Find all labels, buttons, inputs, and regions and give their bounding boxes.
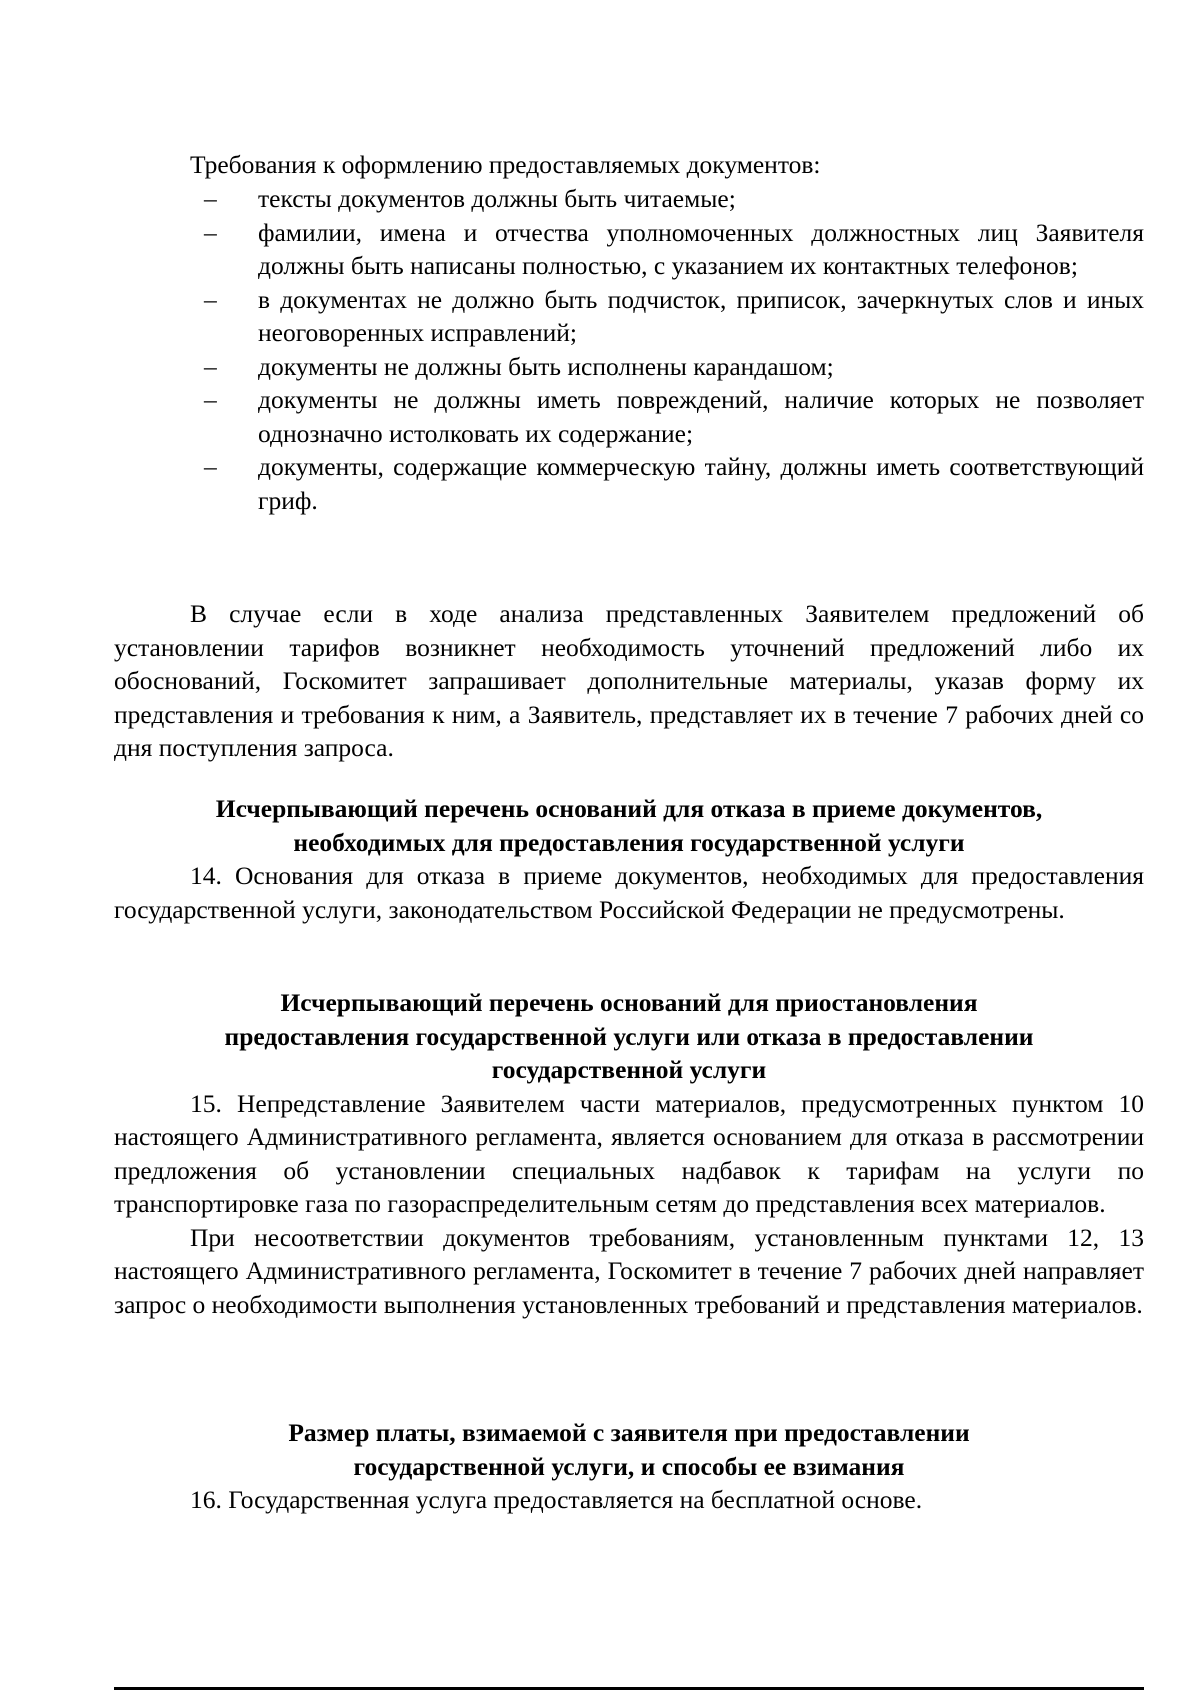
bullet-dash: – (204, 452, 217, 481)
section-suspension-refusal (114, 986, 1144, 1321)
list-item-text: документы, содержащие коммерческую тайну, должны иметь соответствующий гриф. (258, 452, 1144, 515)
bullet-dash: – (204, 351, 217, 381)
bullet-dash: – (204, 385, 217, 414)
heading-line: государственной услуги, и способы ее взимания (353, 1451, 905, 1481)
paragraph-15-continuation: При несоответствии документов требованиям, установленным пунктами 12, 13 настоящего Административного регламента, Госкомитет в течение 7 рабочих дней направляет запрос о необходимости выполнения установленных требований и представления материалов. (114, 1222, 1144, 1319)
requirements-list (114, 182, 1144, 517)
list-item (114, 283, 1144, 350)
paragraph-14: 14. Основания для отказа в приеме документов, необходимых для предоставления государственной услуги, законодательством Российской Федерации не предусмотрены. (114, 861, 1144, 924)
list-item (114, 383, 1144, 450)
section-fee (114, 1416, 1144, 1517)
list-item-text: документы не должны иметь повреждений, наличие которых не позволяет однозначно истолковать их содержание; (258, 385, 1144, 448)
clarification-paragraph: В случае если в ходе анализа представленных Заявителем предложений об установлении тарифов возникнет необходимость уточнений предложений либо их обоснований, Госкомитет запрашивает дополнительные материалы, указав форму их представления и требования к ним, а Заявитель, представляет их в течение 7 рабочих дней со дня поступления запроса. (114, 599, 1144, 762)
list-item-text: фамилии, имена и отчества уполномоченных должностных лиц Заявителя должны быть написаны полностью, с указанием их контактных телефонов; (258, 217, 1144, 280)
paragraph-16: 16. Государственная услуга предоставляется на бесплатной основе. (190, 1485, 923, 1514)
footer-rule (114, 1687, 1144, 1690)
list-item (114, 350, 1144, 384)
section-heading (114, 1416, 1144, 1483)
heading-line: Исчерпывающий перечень оснований для отказа в приеме документов, (215, 794, 1043, 823)
paragraph-15: 15. Непредставление Заявителем части материалов, предусмотренных пунктом 10 настоящего Административного регламента, является основанием для отказа в рассмотрении предложения об установлении специальных надбавок к тарифам на услуги по транспортировке газа по газораспределительным сетям до представления всех материалов. (114, 1088, 1144, 1218)
heading-line: государственной услуги (491, 1055, 767, 1084)
heading-line: Размер платы, взимаемой с заявителя при предоставлении (288, 1418, 970, 1447)
heading-line: Исчерпывающий перечень оснований для приостановления (280, 988, 978, 1017)
requirements-intro-text: Требования к оформлению предоставляемых документов: (190, 150, 821, 179)
heading-line: необходимых для предоставления государственной услуги (293, 827, 965, 857)
requirements-intro (114, 148, 1144, 182)
list-item (114, 182, 1144, 216)
bullet-dash: – (204, 217, 217, 247)
section-heading (114, 792, 1144, 859)
list-item-text: в документах не должно быть подчисток, приписок, зачеркнутых слов и иных неоговоренных исправлений; (258, 284, 1144, 347)
list-item-text: тексты документов должны быть читаемые; (258, 184, 736, 213)
clarification-section (114, 597, 1144, 765)
bullet-dash: – (204, 284, 217, 314)
list-item (114, 216, 1144, 283)
list-item (114, 450, 1144, 517)
section-heading (114, 986, 1144, 1087)
list-item-text: документы не должны быть исполнены карандашом; (258, 351, 834, 381)
section-refusal-acceptance (114, 792, 1144, 926)
heading-line: предоставления государственной услуги или отказа в предоставлении (224, 1021, 1034, 1051)
bullet-dash: – (204, 184, 217, 213)
